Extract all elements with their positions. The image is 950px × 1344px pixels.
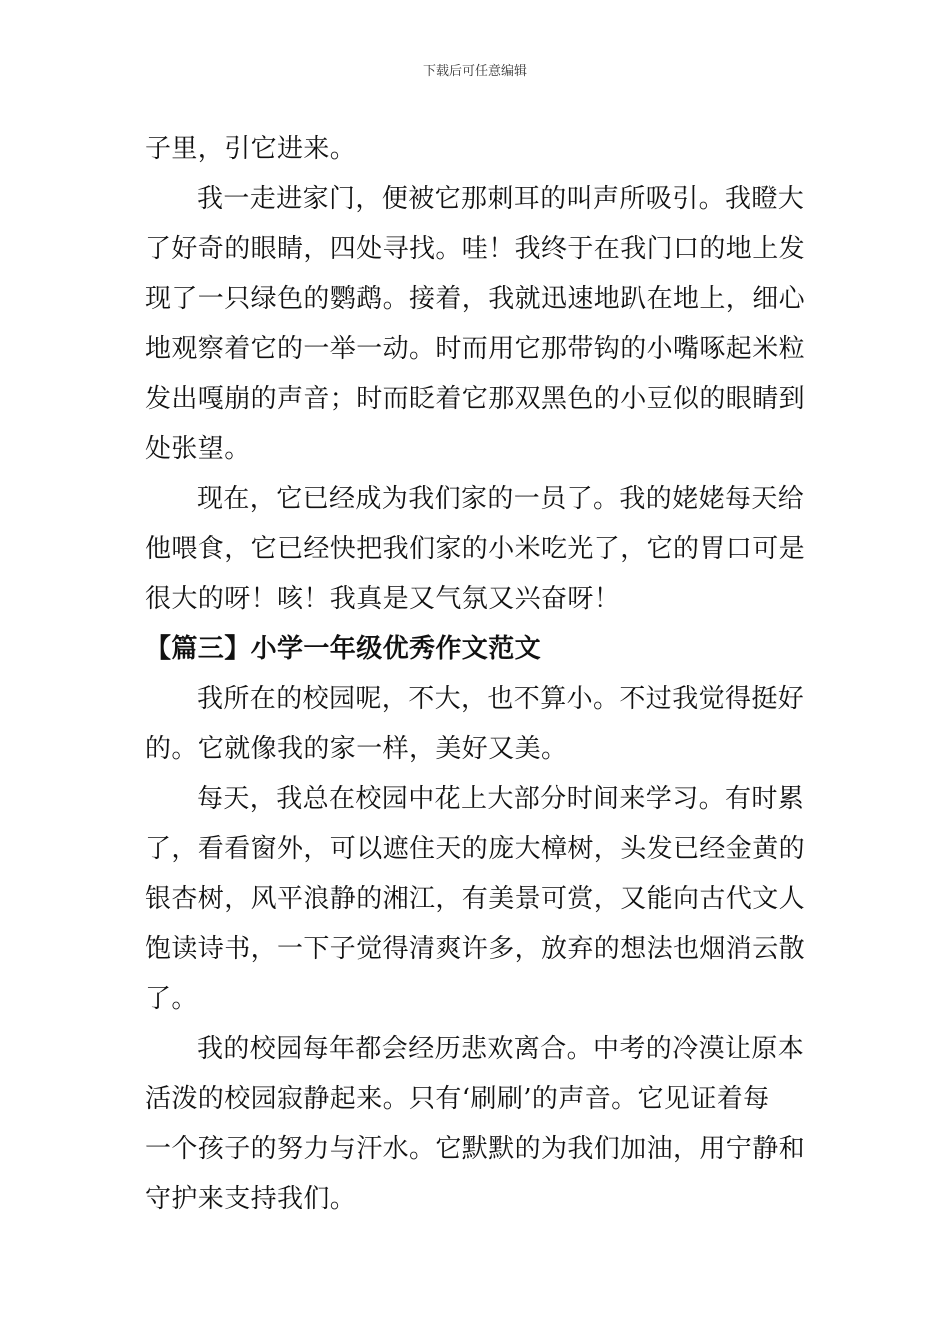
text-line: 了好奇的眼睛，四处寻找。哇！我终于在我门口的地上发 xyxy=(145,234,806,264)
paragraph-parrot-discovery xyxy=(145,174,815,474)
text-line: 现在，它已经成为我们家的一员了。我的姥姥每天给 xyxy=(197,484,805,514)
text-line: 处张望。 xyxy=(145,434,251,464)
text-line: 了，看看窗外，可以遮住天的庞大樟树，头发已经金黄的 xyxy=(145,834,806,864)
paragraph-continuation xyxy=(145,124,815,174)
text-line: 了。 xyxy=(145,984,198,1014)
text-line: 地观察着它的一举一动。时而用它那带钩的小嘴啄起米粒 xyxy=(145,334,806,364)
text-line: 饱读诗书，一下子觉得清爽许多，放弃的想法也烟消云散 xyxy=(145,934,806,964)
paragraph-parrot-family xyxy=(145,474,815,624)
paragraph-campus-exam xyxy=(145,1024,815,1224)
text-line: 现了一只绿色的鹦鹉。接着，我就迅速地趴在地上，细心 xyxy=(145,284,806,314)
page-header: 下载后可任意编辑 xyxy=(422,64,527,79)
text-line: 子里，引它进来。 xyxy=(145,134,357,164)
paragraph-campus-intro xyxy=(145,674,815,774)
text-line: 他喂食，它已经快把我们家的小米吃光了，它的胃口可是 xyxy=(145,534,806,564)
text-line: 发出嘎崩的声音；时而眨着它那双黑色的小豆似的眼睛到 xyxy=(145,384,806,414)
paragraph-campus-daily xyxy=(145,774,815,1024)
text-line: 很大的呀！咳！我真是又气氛又兴奋呀！ xyxy=(145,584,621,614)
section-heading: 【篇三】小学一年级优秀作文范文 xyxy=(145,634,542,664)
text-line: 活泼的校园寂静起来。只有‘刷刷’的声音。它见证着每 xyxy=(145,1084,770,1114)
text-line: 的。它就像我的家一样，美好又美。 xyxy=(145,734,568,764)
text-line: 我一走进家门，便被它那刺耳的叫声所吸引。我瞪大 xyxy=(197,184,805,214)
text-line: 一个孩子的努力与汗水。它默默的为我们加油，用宁静和 xyxy=(145,1134,806,1164)
text-line: 守护来支持我们。 xyxy=(145,1184,357,1214)
text-line: 银杏树，风平浪静的湘江，有美景可赏，又能向古代文人 xyxy=(145,884,806,914)
text-line: 我所在的校园呢，不大，也不算小。不过我觉得挺好 xyxy=(197,684,805,714)
text-line: 我的校园每年都会经历悲欢离合。中考的冷漠让原本 xyxy=(197,1034,805,1064)
text-line: 每天，我总在校园中花上大部分时间来学习。有时累 xyxy=(197,784,805,814)
document-body xyxy=(145,124,815,1224)
